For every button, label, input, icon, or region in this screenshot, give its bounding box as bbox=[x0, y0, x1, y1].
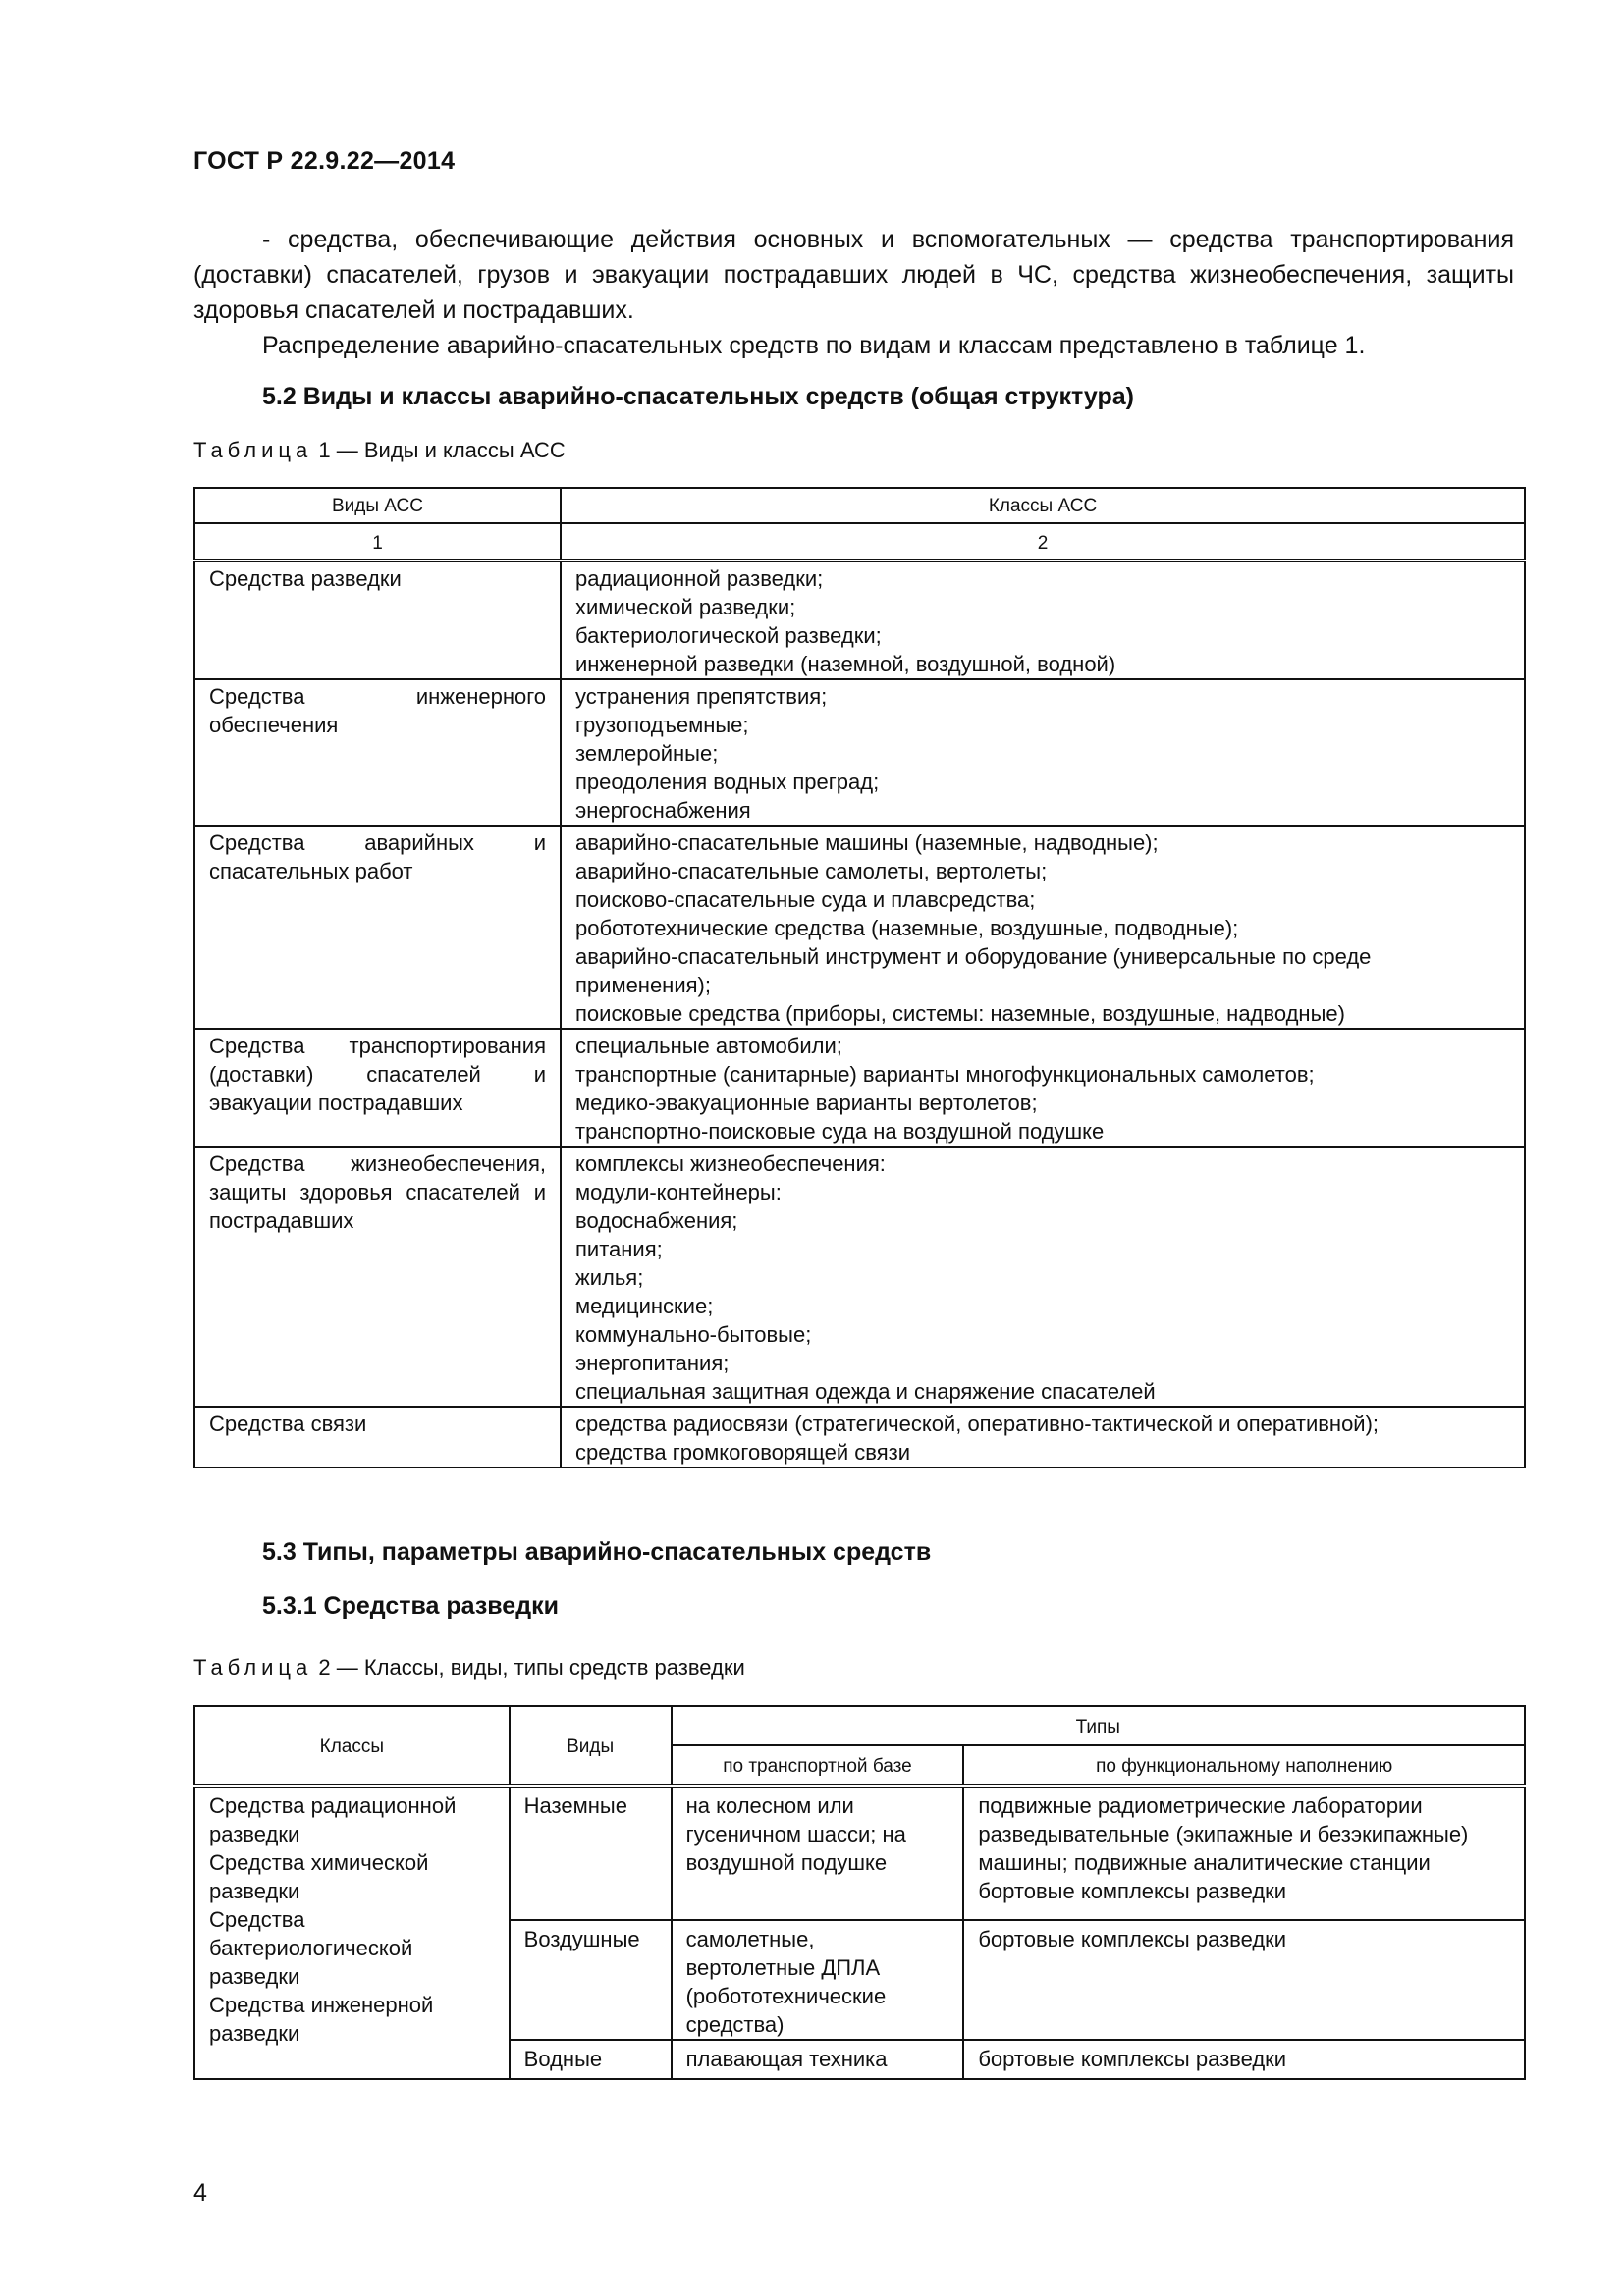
table1-kind-cell: Средства инженерного обеспечения bbox=[194, 679, 561, 826]
class-line: комплексы жизнеобеспечения: bbox=[575, 1151, 886, 1176]
table1-kind-cell: Средства транспортирования (доставки) спасателей и эвакуации пострадавших bbox=[194, 1029, 561, 1147]
class-line: энергоснабжения bbox=[575, 798, 751, 823]
table2-caption-prefix: Таблица bbox=[193, 1655, 313, 1680]
class-line: радиационной разведки; bbox=[575, 566, 824, 591]
class-line: медицинские; bbox=[575, 1294, 714, 1318]
class-line: бактериологической разведки; bbox=[575, 623, 882, 648]
page-number: 4 bbox=[193, 2179, 207, 2207]
table-row bbox=[194, 1407, 1525, 1468]
table-row bbox=[194, 561, 1525, 679]
table2 bbox=[193, 1705, 1526, 2080]
table-row bbox=[194, 1786, 1525, 1920]
class-line: грузоподъемные; bbox=[575, 713, 749, 737]
class-line: модули-контейнеры: bbox=[575, 1180, 782, 1204]
table1-kind-cell: Средства аварийных и спасательных работ bbox=[194, 826, 561, 1029]
table2-header-kinds: Виды bbox=[510, 1706, 672, 1786]
intro-paragraph-1: - средства, обеспечивающие действия основных и вспомогательных — средства транспортирования (доставки) спасателей, грузов и эвакуации пострадавших людей в ЧС, средства жизнеобеспечения, защиты здоровья спасателей и пострадавших. bbox=[193, 226, 1514, 324]
document-code-header: ГОСТ Р 22.9.22—2014 bbox=[193, 147, 456, 175]
class-line: Средства химической разведки bbox=[209, 1850, 429, 1903]
table-row bbox=[194, 826, 1525, 1029]
section-5-2-title: 5.2 Виды и классы аварийно-спасательных средств (общая структура) bbox=[262, 383, 1134, 410]
class-line: аварийно-спасательные машины (наземные, надводные); bbox=[575, 830, 1159, 855]
table1-kind-cell: Средства жизнеобеспечения, защиты здоровья спасателей и пострадавших bbox=[194, 1147, 561, 1407]
table2-header-row-1 bbox=[194, 1706, 1525, 1745]
table1-caption-prefix: Таблица bbox=[193, 438, 313, 462]
class-line: средства радиосвязи (стратегической, оперативно-тактической и оперативной); bbox=[575, 1412, 1380, 1436]
class-line: химической разведки; bbox=[575, 595, 796, 619]
class-line: медико-эвакуационные варианты вертолетов; bbox=[575, 1091, 1038, 1115]
table2-kind-cell: Наземные bbox=[510, 1786, 672, 1920]
class-line: коммунально-бытовые; bbox=[575, 1322, 812, 1347]
table1-classes-cell bbox=[561, 561, 1525, 679]
table1-caption-rest: 1 — Виды и классы АСС bbox=[318, 438, 566, 462]
class-line: поисково-спасательные суда и плавсредства; bbox=[575, 887, 1036, 912]
table1-col1-number: 1 bbox=[194, 523, 561, 561]
class-line: аварийно-спасательные самолеты, вертолеты; bbox=[575, 859, 1048, 883]
class-line: аварийно-спасательный инструмент и оборудование (универсальные по среде применения); bbox=[575, 944, 1372, 997]
class-line: Средства инженерной разведки bbox=[209, 1993, 434, 2046]
class-line: жилья; bbox=[575, 1265, 644, 1290]
table1 bbox=[193, 487, 1526, 1468]
table2-classes-cell bbox=[194, 1786, 510, 2079]
class-line: средства громкоговорящей связи bbox=[575, 1440, 910, 1465]
class-line: инженерной разведки (наземной, воздушной, водной) bbox=[575, 652, 1116, 676]
class-line: землеройные; bbox=[575, 741, 719, 766]
table1-classes-cell bbox=[561, 1407, 1525, 1468]
class-line: транспортно-поисковые суда на воздушной подушке bbox=[575, 1119, 1105, 1144]
section-5-3-title: 5.3 Типы, параметры аварийно-спасательных средств bbox=[262, 1538, 932, 1566]
class-line: Средства радиационной разведки bbox=[209, 1793, 457, 1846]
class-line: водоснабжения; bbox=[575, 1208, 738, 1233]
table2-function-cell: подвижные радиометрические лаборатории разведывательные (экипажные и безэкипажные) машины; подвижные аналитические станции бортовые комплексы разведки bbox=[963, 1786, 1525, 1920]
table2-header-function: по функциональному наполнению bbox=[963, 1745, 1525, 1786]
table-row bbox=[194, 1029, 1525, 1147]
section-5-3-1-title: 5.3.1 Средства разведки bbox=[262, 1592, 559, 1620]
class-line: робототехнические средства (наземные, воздушные, подводные); bbox=[575, 916, 1239, 940]
table2-caption bbox=[193, 1655, 745, 1681]
table1-number-row bbox=[194, 523, 1525, 561]
table1-col2-number: 2 bbox=[561, 523, 1525, 561]
table2-transport-cell: плавающая техника bbox=[672, 2040, 964, 2079]
table1-col2-header: Классы АСС bbox=[561, 488, 1525, 523]
class-line: специальная защитная одежда и снаряжение спасателей bbox=[575, 1379, 1156, 1404]
table1-kind-cell: Средства разведки bbox=[194, 561, 561, 679]
class-line: транспортные (санитарные) варианты многофункциональных самолетов; bbox=[575, 1062, 1315, 1087]
intro-paragraph-2: Распределение аварийно-спасательных средств по видам и классам представлено в таблице 1. bbox=[262, 332, 1366, 359]
class-line: Средства бактериологической разведки bbox=[209, 1907, 413, 1989]
class-line: энергопитания; bbox=[575, 1351, 730, 1375]
table2-header-transport: по транспортной базе bbox=[672, 1745, 964, 1786]
table2-function-cell: бортовые комплексы разведки bbox=[963, 1920, 1525, 2040]
intro-text bbox=[193, 222, 1514, 363]
table2-header-types: Типы bbox=[672, 1706, 1525, 1745]
class-line: специальные автомобили; bbox=[575, 1034, 842, 1058]
table2-caption-rest: 2 — Классы, виды, типы средств разведки bbox=[318, 1655, 745, 1680]
table1-classes-cell bbox=[561, 1029, 1525, 1147]
table-row bbox=[194, 679, 1525, 826]
table1-classes-cell bbox=[561, 679, 1525, 826]
class-line: преодоления водных преград; bbox=[575, 770, 880, 794]
table2-transport-cell: самолетные, вертолетные ДПЛА (робототехнические средства) bbox=[672, 1920, 964, 2040]
table2-transport-cell: на колесном или гусеничном шасси; на воздушной подушке bbox=[672, 1786, 964, 1920]
table1-header-row bbox=[194, 488, 1525, 523]
table2-kind-cell: Воздушные bbox=[510, 1920, 672, 2040]
table1-caption bbox=[193, 438, 566, 463]
table1-classes-cell bbox=[561, 1147, 1525, 1407]
class-line: питания; bbox=[575, 1237, 663, 1261]
table1-col1-header: Виды АСС bbox=[194, 488, 561, 523]
table1-classes-cell bbox=[561, 826, 1525, 1029]
table2-kind-cell: Водные bbox=[510, 2040, 672, 2079]
class-line: устранения препятствия; bbox=[575, 684, 828, 709]
class-line: поисковые средства (приборы, системы: наземные, воздушные, надводные) bbox=[575, 1001, 1345, 1026]
table-row bbox=[194, 1147, 1525, 1407]
table1-kind-cell: Средства связи bbox=[194, 1407, 561, 1468]
table2-header-classes: Классы bbox=[194, 1706, 510, 1786]
table2-function-cell: бортовые комплексы разведки bbox=[963, 2040, 1525, 2079]
